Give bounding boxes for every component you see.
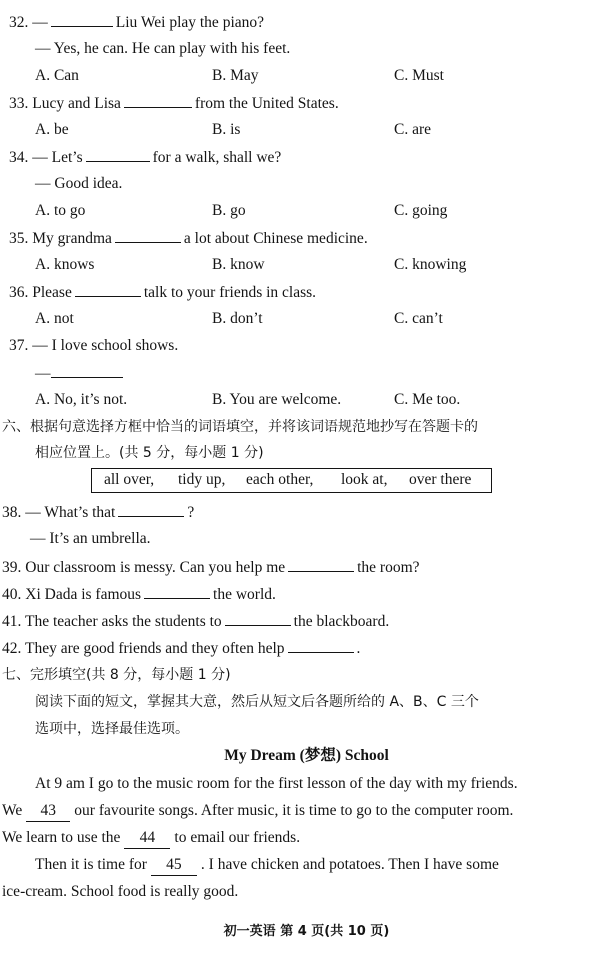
option-a: A. to go (35, 202, 86, 219)
option-c: C. Must (394, 67, 444, 84)
answer-blank (86, 147, 150, 162)
answer-blank (288, 557, 354, 572)
question-32-reply: — Yes, he can. He can play with his feet. (35, 40, 291, 57)
word-option: over there (409, 471, 472, 488)
answer-blank (51, 12, 113, 27)
question-39-stem: 39. Our classroom is messy. Can you help me the room? (2, 559, 420, 576)
question-37-reply: — (35, 363, 126, 384)
section-7-instructions-cont: 选项中，选择最佳选项。 (35, 721, 189, 737)
answer-blank (288, 638, 354, 653)
question-35-stem: 35. My grandma a lot about Chinese medicine. (9, 230, 368, 247)
section-7-instructions: 阅读下面的短文，掌握其大意，然后从短文后各题所给的 A、B、C 三个 (35, 694, 479, 710)
answer-blank (75, 282, 141, 297)
question-41-stem: 41. The teacher asks the students to the blackboard. (2, 613, 390, 630)
word-option: each other, (246, 471, 314, 488)
question-38-reply: — It’s an umbrella. (30, 530, 151, 547)
passage-paragraph-2: Then it is time for 45 . I have chicken and potatoes. Then I have some (35, 855, 499, 876)
option-a: A. not (35, 310, 74, 327)
option-b: B. is (212, 121, 241, 138)
option-c: C. can’t (394, 310, 443, 327)
question-34-reply: — Good idea. (35, 175, 123, 192)
passage-paragraph-1: At 9 am I go to the music room for the first lesson of the day with my friends. (35, 775, 518, 792)
word-option: tidy up, (178, 471, 226, 488)
passage-paragraph-2-cont: ice-cream. School food is really good. (2, 883, 239, 900)
answer-blank (124, 93, 192, 108)
question-40-stem: 40. Xi Dada is famous the world. (2, 586, 276, 603)
answer-blank (118, 502, 184, 517)
option-a: A. Can (35, 67, 79, 84)
word-option: look at, (341, 471, 388, 488)
option-c: C. are (394, 121, 432, 138)
section-7-heading: 七、完形填空(共 8 分，每小题 1 分) (2, 667, 231, 683)
section-6-heading-cont: 相应位置上。(共 5 分，每小题 1 分) (35, 445, 264, 461)
option-a: A. be (35, 121, 69, 138)
word-option: all over, (104, 471, 155, 488)
question-32-stem: 32. — Liu Wei play the piano? (9, 14, 265, 31)
option-b: B. go (212, 202, 246, 219)
section-6-heading: 六、根据句意选择方框中恰当的词语填空，并将该词语规范地抄写在答题卡的 (2, 419, 478, 435)
word-box (91, 468, 492, 493)
answer-blank (51, 363, 123, 378)
passage-paragraph-1-cont: We 43 our favourite songs. After music, it is time to go to the computer room. (2, 801, 513, 822)
question-33-stem: 33. Lucy and Lisa from the United States. (9, 95, 339, 112)
option-c: C. Me too. (394, 391, 461, 408)
question-37-stem: 37. — I love school shows. (9, 337, 179, 354)
option-b: B. You are welcome. (212, 391, 342, 408)
answer-blank (225, 611, 291, 626)
cloze-blank-44: 44 (124, 828, 170, 849)
answer-blank (115, 228, 181, 243)
question-38-stem: 38. — What’s that ? (2, 504, 195, 521)
option-c: C. knowing (394, 256, 467, 273)
cloze-blank-43: 43 (26, 801, 70, 822)
option-a: A. knows (35, 256, 95, 273)
option-b: B. know (212, 256, 265, 273)
page-footer: 初一英语 第 4 页(共 10 页) (223, 924, 390, 939)
option-a: A. No, it’s not. (35, 391, 128, 408)
question-36-stem: 36. Please talk to your friends in class. (9, 284, 317, 301)
question-42-stem: 42. They are good friends and they often help . (2, 640, 361, 657)
option-b: B. May (212, 67, 259, 84)
option-c: C. going (394, 202, 448, 219)
passage-paragraph-1-cont: We learn to use the 44 to email our friends. (2, 828, 300, 849)
option-b: B. don’t (212, 310, 263, 327)
passage-title: My Dream (梦想) School (224, 747, 389, 764)
answer-blank (144, 584, 210, 599)
cloze-blank-45: 45 (151, 855, 197, 876)
question-34-stem: 34. — Let’s for a walk, shall we? (9, 149, 282, 166)
